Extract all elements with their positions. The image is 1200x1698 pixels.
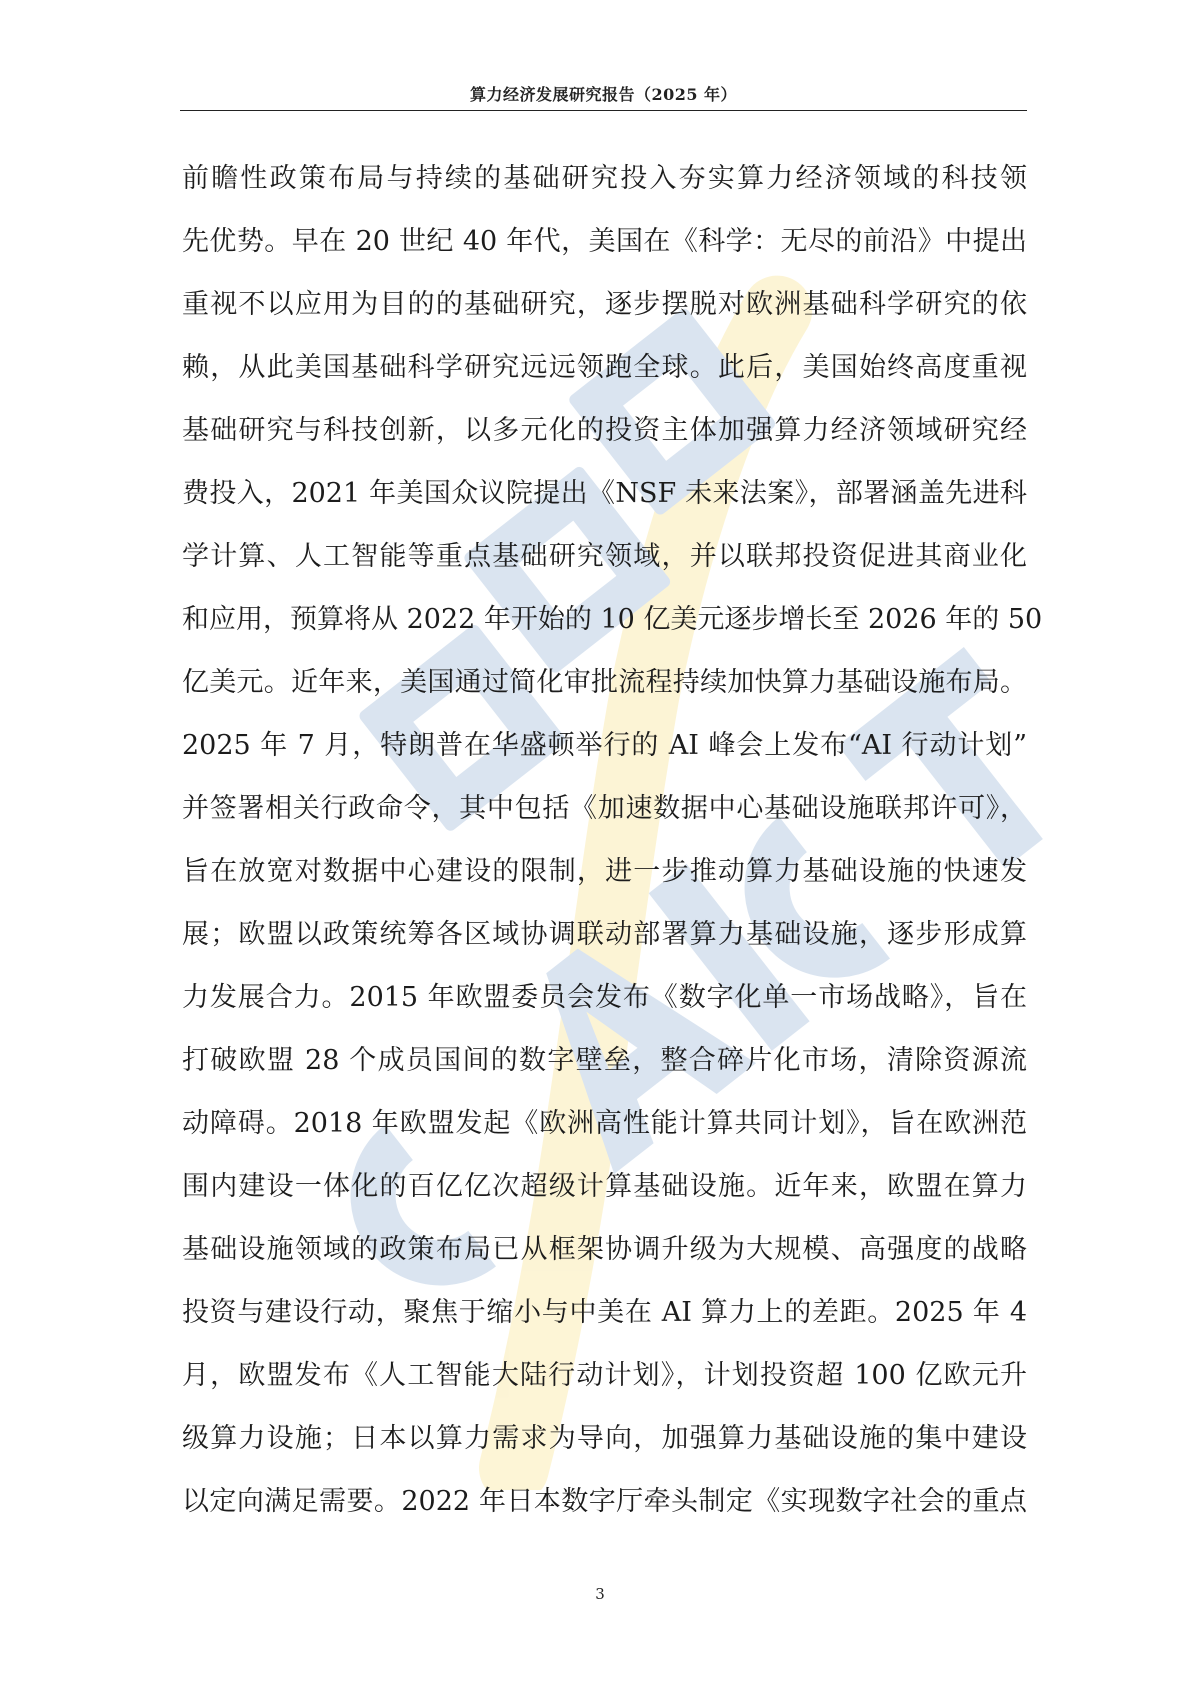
body-paragraph — [182, 147, 1043, 1533]
text-line: 打破欧盟 28 个成员国间的数字壁垒，整合碎片化市场，清除资源流 — [182, 1045, 1027, 1076]
page-number: 3 — [595, 1585, 605, 1603]
text-line: 基础研究与科技创新，以多元化的投资主体加强算力经济领域研究经 — [182, 415, 1027, 446]
header-rule — [180, 110, 1027, 111]
text-line: 基础设施领域的政策布局已从框架协调升级为大规模、高强度的战略 — [182, 1234, 1027, 1265]
text-line: 以定向满足需要。2022 年日本数字厅牵头制定《实现数字社会的重点 — [182, 1486, 1027, 1517]
text-line: 亿美元。近年来，美国通过简化审批流程持续加快算力基础设施布局。 — [182, 667, 1027, 698]
text-line: 围内建设一体化的百亿亿次超级计算基础设施。近年来，欧盟在算力 — [182, 1171, 1027, 1202]
text-line: 月，欧盟发布《人工智能大陆行动计划》，计划投资超 100 亿欧元升 — [182, 1360, 1027, 1391]
text-line: 2025 年 7 月，特朗普在华盛顿举行的 AI 峰会上发布“AI 行动计划” — [182, 730, 1027, 761]
text-line: 赖，从此美国基础科学研究远远领跑全球。此后，美国始终高度重视 — [182, 352, 1027, 383]
text-line: 投资与建设行动，聚焦于缩小与中美在 AI 算力上的差距。2025 年 4 — [182, 1297, 1027, 1328]
text-line: 学计算、人工智能等重点基础研究领域，并以联邦投资促进其商业化 — [182, 541, 1027, 572]
running-header: 算力经济发展研究报告（2025 年） — [469, 85, 738, 104]
text-line: 先优势。早在 20 世纪 40 年代，美国在《科学：无尽的前沿》中提出 — [182, 226, 1027, 257]
text-line: 并签署相关行政命令，其中包括《加速数据中心基础设施联邦许可》， — [182, 793, 1027, 824]
text-line: 展；欧盟以政策统筹各区域协调联动部署算力基础设施，逐步形成算 — [182, 919, 1027, 950]
text-line: 费投入，2021 年美国众议院提出《NSF 未来法案》，部署涵盖先进科 — [182, 478, 1027, 509]
text-line: 级算力设施；日本以算力需求为导向，加强算力基础设施的集中建设 — [182, 1423, 1027, 1454]
text-line: 力发展合力。2015 年欧盟委员会发布《数字化单一市场战略》，旨在 — [182, 982, 1027, 1013]
text-line: 旨在放宽对数据中心建设的限制，进一步推动算力基础设施的快速发 — [182, 856, 1027, 887]
text-line: 动障碍。2018 年欧盟发起《欧洲高性能计算共同计划》，旨在欧洲范 — [182, 1108, 1027, 1139]
text-line: 和应用，预算将从 2022 年开始的 10 亿美元逐步增长至 2026 年的 50 — [182, 604, 1043, 635]
text-line: 重视不以应用为目的的基础研究，逐步摆脱对欧洲基础科学研究的依 — [182, 289, 1027, 320]
text-line: 前瞻性政策布局与持续的基础研究投入夯实算力经济领域的科技领 — [182, 163, 1027, 194]
